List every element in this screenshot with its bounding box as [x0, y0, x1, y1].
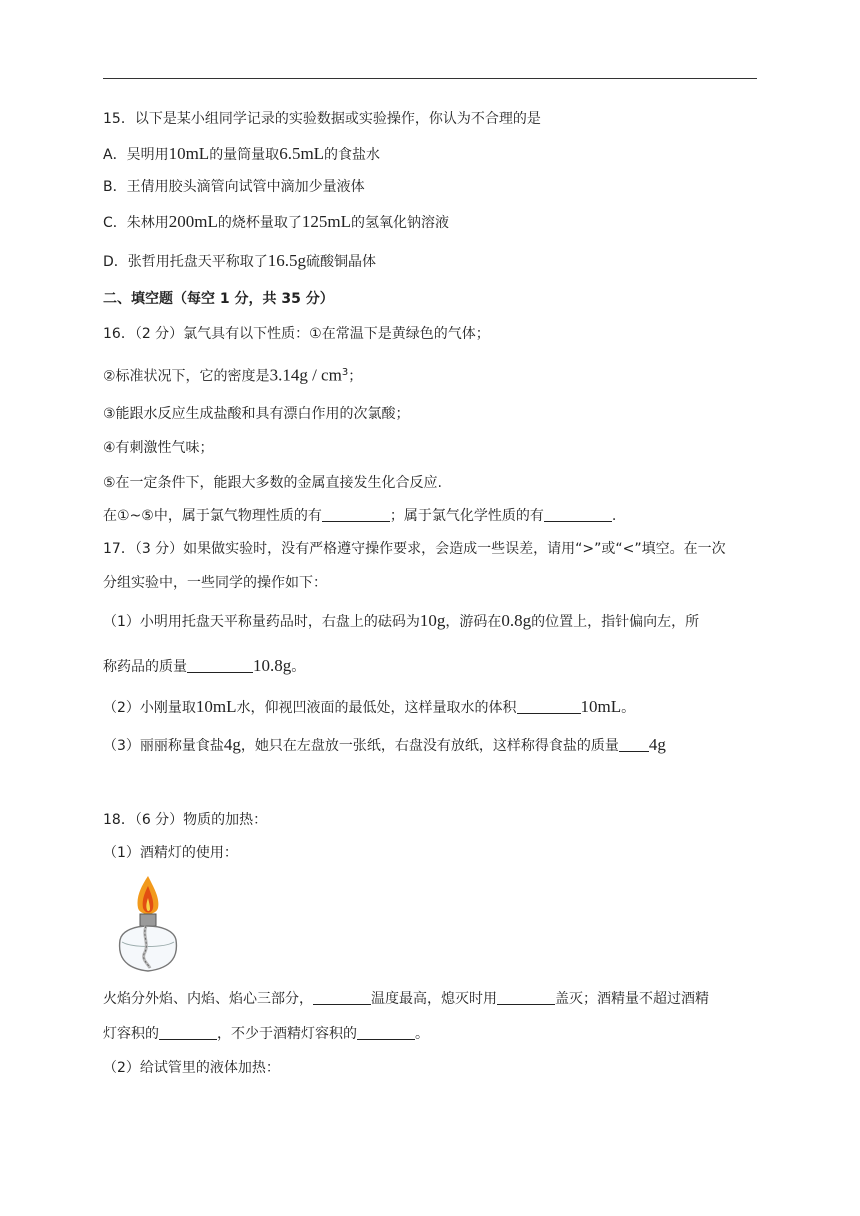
q16-property-5: ⑤在一定条件下，能跟大多数的金属直接发生化合反应. — [103, 475, 442, 491]
q15-option-d: D．张哲用托盘天平称取了16.5g硫酸铜晶体 — [103, 251, 377, 270]
answer-blank[interactable] — [187, 658, 253, 673]
q15-option-a: A．吴明用10mL的量筒量取6.5mL的食盐水 — [103, 144, 381, 163]
answer-blank[interactable] — [619, 737, 649, 752]
q16-property-2: ②标准状况下，它的密度是$3.14g / cm^3$； — [103, 365, 363, 385]
answer-blank[interactable] — [159, 1025, 217, 1040]
section-heading: 二、填空题（每空 1 分，共 35 分） — [103, 291, 334, 307]
answer-blank[interactable] — [322, 507, 390, 522]
q17-item-1: （1）小明用托盘天平称量药品时，右盘上的砝码为10g，游码在0.8g的位置上，指针偏向左，所 — [103, 611, 700, 630]
answer-blank[interactable] — [357, 1025, 415, 1040]
q16-stem: 16．（2 分）氯气具有以下性质：①在常温下是黄绿色的气体； — [103, 326, 490, 342]
q15-option-b: B．王倩用胶头滴管向试管中滴加少量液体 — [103, 179, 365, 195]
alcohol-lamp-icon — [112, 874, 184, 976]
q17-stem-line1: 17．（3 分）如果做实验时，没有严格遵守操作要求，会造成一些误差，请用“>”或“<”填空。在一次 — [103, 541, 726, 557]
q15-stem: 15．以下是某小组同学记录的实验数据或实验操作，你认为不合理的是 — [103, 111, 541, 127]
q16-question: 在①~⑤中，属于氯气物理性质的有 ；属于氯气化学性质的有 . — [103, 508, 617, 524]
q15-option-c: C．朱林用200mL的烧杯量取了125mL的氢氧化钠溶液 — [103, 212, 449, 231]
q18-flame-line1: 火焰分外焰、内焰、焰心三部分， 温度最高，熄灭时用 盖灭；酒精量不超过酒精 — [103, 991, 709, 1007]
answer-blank[interactable] — [497, 990, 555, 1005]
q16-property-3: ③能跟水反应生成盐酸和具有漂白作用的次氯酸； — [103, 406, 410, 422]
q17-item-2: （2）小刚量取10mL水，仰视凹液面的最低处，这样量取水的体积 10mL。 — [103, 697, 636, 716]
answer-blank[interactable] — [313, 990, 371, 1005]
header-rule — [103, 78, 757, 79]
answer-blank[interactable] — [544, 507, 612, 522]
q17-item-3: （3）丽丽称量食盐4g，她只在左盘放一张纸，右盘没有放纸，这样称得食盐的质量 4g — [103, 735, 666, 754]
q18-stem: 18．（6 分）物质的加热： — [103, 812, 268, 828]
answer-blank[interactable] — [517, 699, 581, 714]
q16-property-4: ④有刺激性气味； — [103, 440, 214, 456]
q17-stem-line2: 分组实验中，一些同学的操作如下： — [103, 575, 327, 591]
q18-flame-line2: 灯容积的 ，不少于酒精灯容积的 。 — [103, 1026, 429, 1042]
q18-sub-2: （2）给试管里的液体加热： — [103, 1060, 280, 1076]
q18-sub-1: （1）酒精灯的使用： — [103, 845, 238, 861]
q17-item-1-cont: 称药品的质量 10.8g。 — [103, 656, 306, 675]
